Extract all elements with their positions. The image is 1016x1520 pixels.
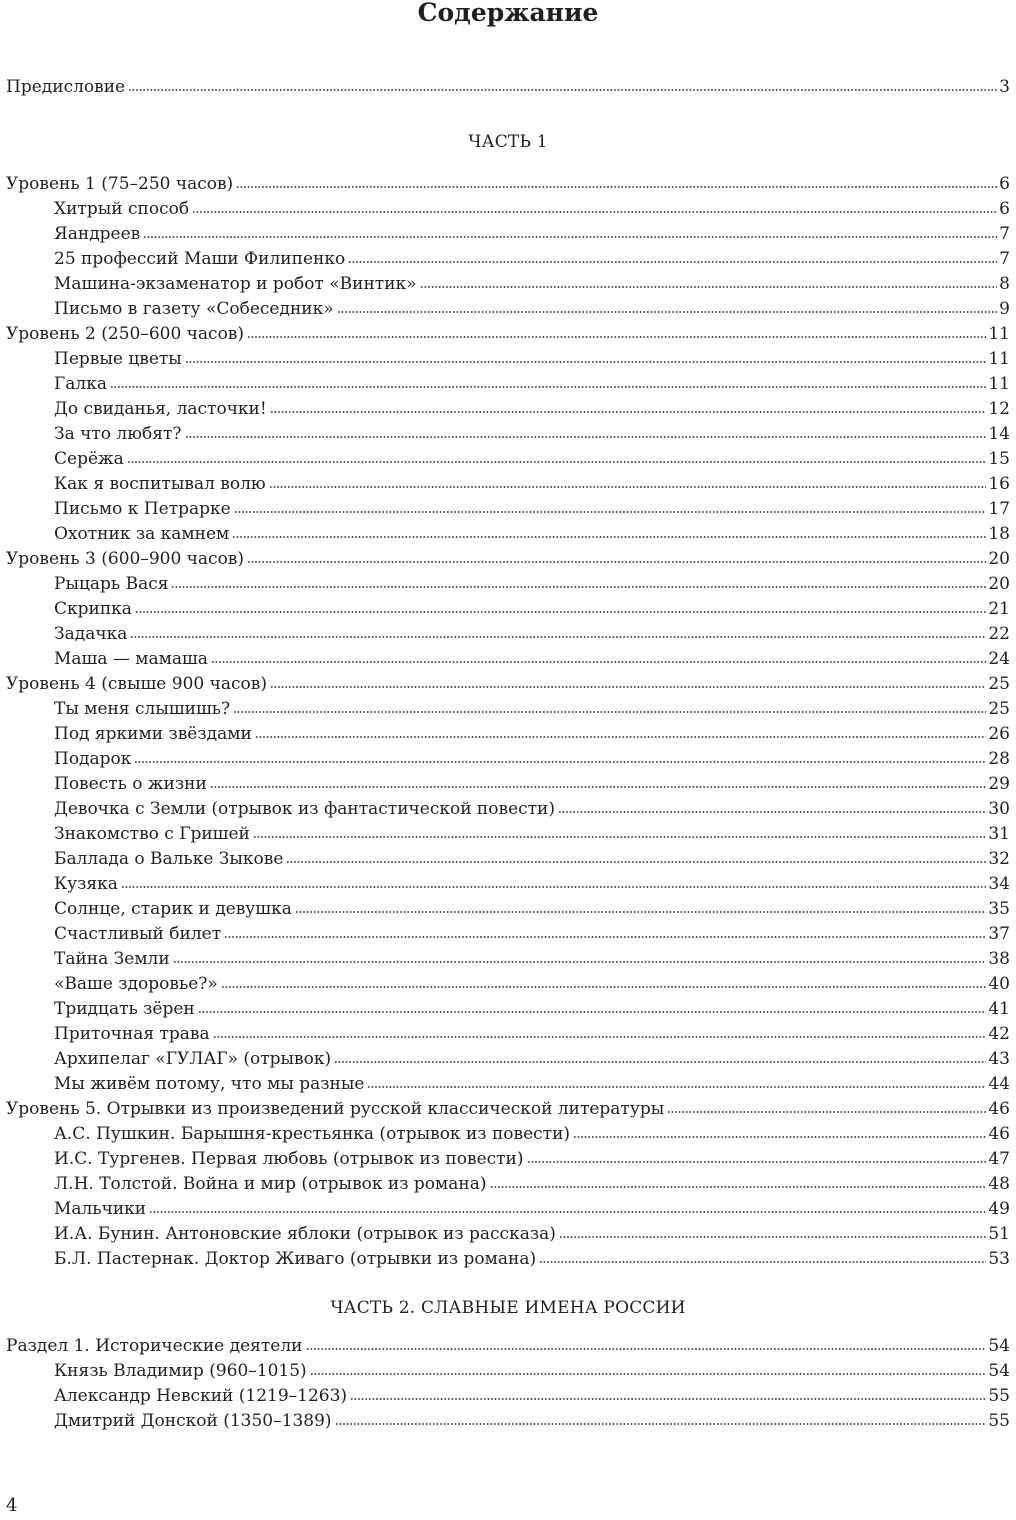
dot-leader xyxy=(573,1136,986,1138)
toc-item-title: Л.Н. Толстой. Война и мир (отрывок из романа) xyxy=(54,1174,487,1194)
toc-item xyxy=(54,1383,1010,1409)
toc-item xyxy=(54,1221,1010,1247)
dot-leader xyxy=(185,361,987,363)
toc-item-page: 40 xyxy=(988,974,1010,994)
toc-item-page: 43 xyxy=(988,1049,1010,1069)
dot-leader xyxy=(213,1036,987,1038)
toc-item-page: 11 xyxy=(988,374,1010,394)
toc-entry-title: Уровень 2 (250–600 часов) xyxy=(6,324,245,344)
toc-item xyxy=(54,1021,1010,1047)
toc-item xyxy=(54,1071,1010,1097)
toc-item xyxy=(54,696,1010,722)
dot-leader xyxy=(559,1236,986,1238)
toc-item-page: 26 xyxy=(988,724,1010,744)
toc-level-4 xyxy=(6,671,1010,697)
toc-item-title: Маша — мамаша xyxy=(54,649,208,669)
toc-item xyxy=(54,196,1010,222)
toc-item-page: 51 xyxy=(988,1224,1010,1244)
toc-entry-title: Уровень 5. Отрывки из произведений русской классической литературы xyxy=(6,1099,665,1119)
toc-item xyxy=(54,896,1010,922)
dot-leader xyxy=(306,1348,987,1350)
toc-entry-page: 54 xyxy=(988,1336,1010,1356)
dot-leader xyxy=(350,1398,986,1400)
toc-item-page: 20 xyxy=(988,574,1010,594)
dot-leader xyxy=(127,461,987,463)
toc-item-title: Скрипка xyxy=(54,599,132,619)
dot-leader xyxy=(185,436,987,438)
toc-item-page: 42 xyxy=(988,1024,1010,1044)
toc-item xyxy=(54,1196,1010,1222)
toc-item-page: 28 xyxy=(988,749,1010,769)
toc-item-page: 21 xyxy=(988,599,1010,619)
toc-item-page: 29 xyxy=(988,774,1010,794)
toc-item-title: Письмо в газету «Собеседник» xyxy=(54,299,334,319)
toc-item-page: 49 xyxy=(988,1199,1010,1219)
dot-leader xyxy=(270,411,987,413)
toc-item xyxy=(54,996,1010,1022)
toc-item-page: 46 xyxy=(988,1124,1010,1144)
toc-item-title: Дмитрий Донской (1350–1389) xyxy=(54,1411,332,1431)
toc-item-title: Галка xyxy=(54,374,107,394)
toc-item-page: 31 xyxy=(988,824,1010,844)
dot-leader xyxy=(335,1423,987,1425)
toc-item xyxy=(54,221,1010,247)
dot-leader xyxy=(232,536,986,538)
toc-item xyxy=(54,521,1010,547)
toc-item-title: Архипелаг «ГУЛАГ» (отрывок) xyxy=(54,1049,332,1069)
toc-entry-page: 6 xyxy=(999,174,1010,194)
toc-entry-title: Уровень 1 (75–250 часов) xyxy=(6,174,234,194)
toc-item xyxy=(54,1358,1010,1384)
toc-item-title: Князь Владимир (960–1015) xyxy=(54,1361,307,1381)
toc-item-title: Охотник за камнем xyxy=(54,524,230,544)
page-number: 4 xyxy=(6,1495,18,1516)
toc-item xyxy=(54,796,1010,822)
toc-entry-page: 25 xyxy=(988,674,1010,694)
toc-item-page: 30 xyxy=(988,799,1010,819)
dot-leader xyxy=(247,561,986,563)
toc-item-page: 9 xyxy=(999,299,1010,319)
toc-item-page: 12 xyxy=(988,399,1010,419)
toc-level-5 xyxy=(6,1096,1010,1122)
toc-item-page: 24 xyxy=(988,649,1010,669)
toc-item xyxy=(54,246,1010,272)
toc-item-page: 17 xyxy=(988,499,1010,519)
toc-item-title: Под яркими звёздами xyxy=(54,724,252,744)
toc-item-title: Девочка с Земли (отрывок из фантастической повести) xyxy=(54,799,556,819)
toc-item-title: Рыцарь Вася xyxy=(54,574,169,594)
toc-item-title: Подарок xyxy=(54,749,132,769)
toc-item-title: Александр Невский (1219–1263) xyxy=(54,1386,348,1406)
part-2-heading: ЧАСТЬ 2. СЛАВНЫЕ ИМЕНА РОССИИ xyxy=(330,1298,686,1318)
dot-leader xyxy=(667,1111,986,1113)
toc-item xyxy=(54,496,1010,522)
toc-item-page: 18 xyxy=(988,524,1010,544)
dot-leader xyxy=(539,1261,986,1263)
toc-item-page: 34 xyxy=(988,874,1010,894)
toc-item-title: 25 профессий Маши Филипенко xyxy=(54,249,346,269)
toc-item xyxy=(54,1171,1010,1197)
toc-entry-page: 3 xyxy=(999,77,1010,97)
dot-leader xyxy=(210,786,987,788)
dot-leader xyxy=(135,611,986,613)
toc-item-title: Хитрый способ xyxy=(54,199,190,219)
toc-item-title: До свиданья, ласточки! xyxy=(54,399,267,419)
toc-entry-page: 20 xyxy=(988,549,1010,569)
dot-leader xyxy=(192,211,997,213)
toc-item-page: 16 xyxy=(988,474,1010,494)
toc-item-title: Яандреев xyxy=(54,224,141,244)
dot-leader xyxy=(121,886,986,888)
toc-item-title: Приточная трава xyxy=(54,1024,210,1044)
toc-item-page: 41 xyxy=(988,999,1010,1019)
toc-item-title: Солнце, старик и девушка xyxy=(54,899,292,919)
toc-entry-title: Предисловие xyxy=(6,77,126,97)
toc-item-page: 48 xyxy=(988,1174,1010,1194)
toc-item-page: 38 xyxy=(988,949,1010,969)
toc-item xyxy=(54,571,1010,597)
toc-item xyxy=(54,471,1010,497)
dot-leader xyxy=(255,736,987,738)
dot-leader xyxy=(558,811,986,813)
dot-leader xyxy=(420,286,998,288)
dot-leader xyxy=(198,1011,987,1013)
dot-leader xyxy=(236,186,997,188)
dot-leader xyxy=(143,236,997,238)
dot-leader xyxy=(247,336,986,338)
toc-item-page: 53 xyxy=(988,1249,1010,1269)
dot-leader xyxy=(253,836,986,838)
toc-item-page: 25 xyxy=(988,699,1010,719)
toc-item-page: 15 xyxy=(988,449,1010,469)
toc-item xyxy=(54,271,1010,297)
toc-level-2 xyxy=(6,321,1010,347)
toc-item-title: Баллада о Вальке Зыкове xyxy=(54,849,284,869)
toc-item-title: Как я воспитывал волю xyxy=(54,474,266,494)
toc-item xyxy=(54,596,1010,622)
toc-item-page: 11 xyxy=(988,349,1010,369)
toc-item-title: Счастливый билет xyxy=(54,924,222,944)
toc-item-title: Первые цветы xyxy=(54,349,182,369)
toc-item-title: Тридцать зёрен xyxy=(54,999,195,1019)
dot-leader xyxy=(490,1186,987,1188)
toc-entry-page: 11 xyxy=(988,324,1010,344)
toc-item xyxy=(54,821,1010,847)
toc-item-title: Машина-экзаменатор и робот «Винтик» xyxy=(54,274,417,294)
toc-item-page: 14 xyxy=(988,424,1010,444)
toc-entry-title: Уровень 3 (600–900 часов) xyxy=(6,549,245,569)
toc-item-page: 7 xyxy=(999,224,1010,244)
page-title: Содержание xyxy=(417,0,599,27)
toc-item-page: 47 xyxy=(988,1149,1010,1169)
toc-item xyxy=(54,846,1010,872)
toc-item xyxy=(54,371,1010,397)
dot-leader xyxy=(128,89,997,91)
dot-leader xyxy=(173,961,987,963)
toc-item-title: Серёжа xyxy=(54,449,124,469)
toc-item xyxy=(54,1408,1010,1434)
toc-item-title: Б.Л. Пастернак. Доктор Живаго (отрывки из романа) xyxy=(54,1249,537,1269)
toc-item xyxy=(54,1121,1010,1147)
dot-leader xyxy=(270,686,986,688)
toc-item-title: Ты меня слышишь? xyxy=(54,699,231,719)
toc-item xyxy=(54,1046,1010,1072)
toc-item-title: Мы живём потому, что мы разные xyxy=(54,1074,365,1094)
toc-item-title: А.С. Пушкин. Барышня-крестьянка (отрывок из повести) xyxy=(54,1124,571,1144)
toc-item-page: 6 xyxy=(999,199,1010,219)
toc-section-1 xyxy=(6,1333,1010,1359)
dot-leader xyxy=(527,1161,987,1163)
dot-leader xyxy=(171,586,986,588)
toc-item xyxy=(54,421,1010,447)
toc-level-1 xyxy=(6,171,1010,197)
toc-item-page: 22 xyxy=(988,624,1010,644)
toc-entry-title: Уровень 4 (свыше 900 часов) xyxy=(6,674,267,694)
toc-item-title: За что любят? xyxy=(54,424,182,444)
dot-leader xyxy=(233,711,986,713)
toc-item-page: 37 xyxy=(988,924,1010,944)
toc-item-page: 55 xyxy=(988,1386,1010,1406)
toc-item-title: «Ваше здоровье?» xyxy=(54,974,218,994)
dot-leader xyxy=(221,986,987,988)
toc-item xyxy=(54,646,1010,672)
toc-entry-title: Раздел 1. Исторические деятели xyxy=(6,1336,303,1356)
dot-leader xyxy=(310,1373,987,1375)
toc-item-title: Знакомство с Гришей xyxy=(54,824,250,844)
dot-leader xyxy=(367,1086,986,1088)
toc-item-title: Мальчики xyxy=(54,1199,147,1219)
toc-item xyxy=(54,771,1010,797)
toc-item xyxy=(54,921,1010,947)
toc-item-page: 44 xyxy=(988,1074,1010,1094)
toc-item xyxy=(54,871,1010,897)
toc-item xyxy=(54,971,1010,997)
dot-leader xyxy=(269,486,987,488)
toc-item-title: Тайна Земли xyxy=(54,949,170,969)
toc-item xyxy=(54,346,1010,372)
dot-leader xyxy=(295,911,986,913)
dot-leader xyxy=(224,936,986,938)
toc-item-page: 32 xyxy=(988,849,1010,869)
dot-leader xyxy=(149,1211,986,1213)
dot-leader xyxy=(286,861,986,863)
toc-item-page: 54 xyxy=(988,1361,1010,1381)
toc-level-3 xyxy=(6,546,1010,572)
toc-item-title: Задачка xyxy=(54,624,128,644)
toc-item xyxy=(54,946,1010,972)
toc-item-page: 8 xyxy=(999,274,1010,294)
dot-leader xyxy=(348,261,997,263)
dot-leader xyxy=(134,761,986,763)
toc-item xyxy=(54,1146,1010,1172)
toc-entry-preface xyxy=(6,74,1010,100)
toc-item xyxy=(54,621,1010,647)
toc-item xyxy=(54,746,1010,772)
toc-entry-page: 46 xyxy=(988,1099,1010,1119)
toc-item-title: И.А. Бунин. Антоновские яблоки (отрывок из рассказа) xyxy=(54,1224,556,1244)
toc-item xyxy=(54,721,1010,747)
toc-item-title: Письмо к Петрарке xyxy=(54,499,231,519)
toc-item-page: 7 xyxy=(999,249,1010,269)
toc-item-title: И.С. Тургенев. Первая любовь (отрывок из повести) xyxy=(54,1149,524,1169)
dot-leader xyxy=(337,311,998,313)
dot-leader xyxy=(130,636,986,638)
dot-leader xyxy=(234,511,987,513)
toc-item xyxy=(54,396,1010,422)
part-1-heading: ЧАСТЬ 1 xyxy=(468,132,548,152)
toc-item xyxy=(54,446,1010,472)
dot-leader xyxy=(211,661,986,663)
toc-item-page: 55 xyxy=(988,1411,1010,1431)
toc-item-page: 35 xyxy=(988,899,1010,919)
dot-leader xyxy=(110,386,986,388)
toc-item xyxy=(54,296,1010,322)
toc-item-title: Повесть о жизни xyxy=(54,774,207,794)
dot-leader xyxy=(334,1061,986,1063)
toc-item xyxy=(54,1246,1010,1272)
toc-item-title: Кузяка xyxy=(54,874,118,894)
